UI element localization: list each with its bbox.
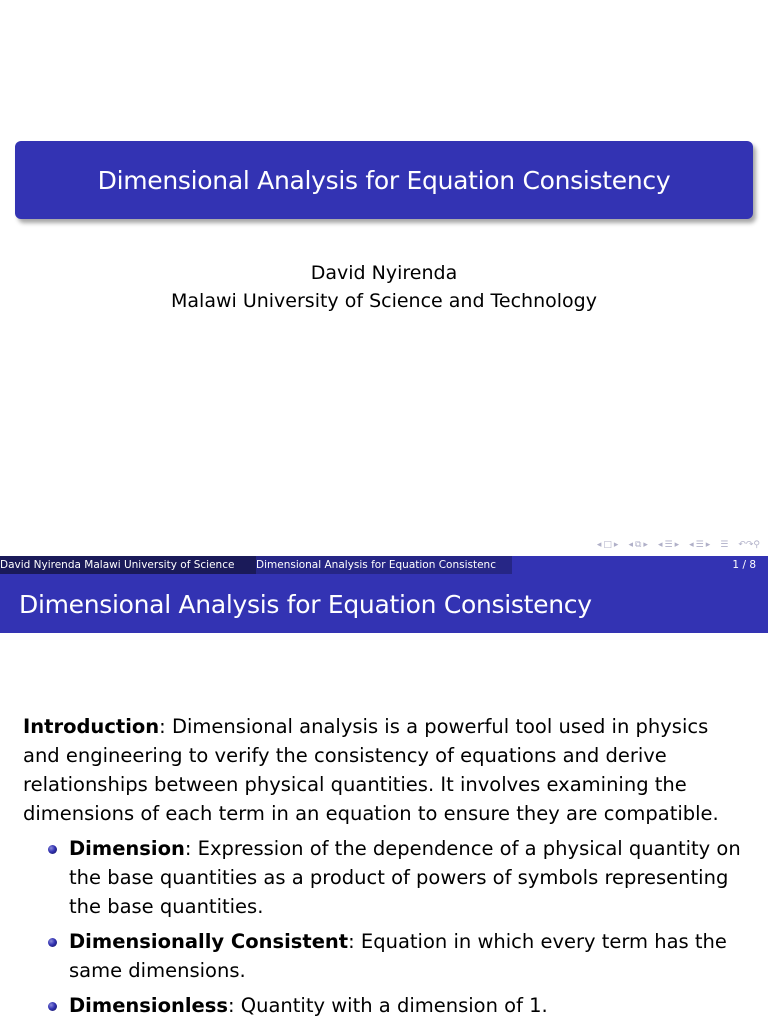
nav-prev-section-icon[interactable]: ◂ (657, 540, 663, 550)
intro-paragraph (23, 712, 748, 828)
nav-prev-presentation-icon[interactable]: ◂ (689, 540, 694, 550)
definition-list (23, 834, 748, 1020)
footer-author-institute: David Nyirenda Malawi University of Science (0, 556, 256, 574)
bullet-term: Dimensionless (69, 994, 228, 1017)
page-number: 1 / 8 (732, 559, 756, 571)
nav-prev-subsection-icon[interactable]: ◂ (628, 540, 633, 550)
bullet-term: Dimensionally Consistent (69, 930, 349, 953)
institute-name: Malawi University of Science and Technology (171, 290, 597, 312)
nav-prev-icon[interactable]: ◂ (596, 540, 602, 550)
intro-term: Introduction (23, 715, 160, 738)
nav-section-icon[interactable]: ☰ (664, 540, 673, 550)
bullet-text: : Equation in which every term has the same dimensions. (69, 930, 727, 982)
frame-title: Dimensional Analysis for Equation Consistency (19, 590, 592, 619)
list-item (23, 991, 748, 1020)
bullet-text: : Expression of the dependence of a physical quantity on the base quantities as a product of powers of symbols representing the base quantities. (69, 837, 741, 918)
intro-text: : Dimensional analysis is a powerful tool used in physics and engineering to verify the consistency of equations and derive relationships between physical quantities. It involves examining the dimensions of each term in an equation to ensure they are compatible. (23, 715, 719, 825)
nav-subsection-icon[interactable]: ⧉ (634, 540, 642, 550)
nav-next-icon[interactable]: ▸ (613, 540, 619, 550)
title-box (15, 141, 753, 219)
bullet-term: Dimension (69, 837, 185, 860)
bullet-ball-icon (48, 845, 57, 854)
nav-next-presentation-icon[interactable]: ▸ (705, 540, 711, 550)
nav-back-forward-search-icon[interactable]: ↶↷⚲ (738, 540, 760, 550)
nav-frame-icon[interactable]: □ (603, 540, 612, 550)
presentation-title: Dimensional Analysis for Equation Consistency (97, 165, 671, 195)
footer-title: Dimensional Analysis for Equation Consistenc (256, 556, 512, 574)
list-item (23, 834, 748, 921)
navigation-symbols (597, 538, 760, 552)
author-name: David Nyirenda (310, 262, 458, 284)
list-item (23, 927, 748, 985)
bullet-ball-icon (48, 938, 57, 947)
nav-align-icon[interactable]: ☰ (720, 540, 729, 550)
slide-content (23, 712, 748, 1026)
nav-presentation-icon[interactable]: ☰ (695, 540, 704, 550)
nav-next-subsection-icon[interactable]: ▸ (643, 540, 648, 550)
footer-page-number (512, 556, 768, 574)
bullet-text: : Quantity with a dimension of 1. (228, 994, 548, 1017)
bullet-ball-icon (48, 1002, 57, 1011)
nav-next-section-icon[interactable]: ▸ (674, 540, 680, 550)
slide-footer (0, 556, 768, 574)
frame-title-bar (0, 574, 768, 633)
